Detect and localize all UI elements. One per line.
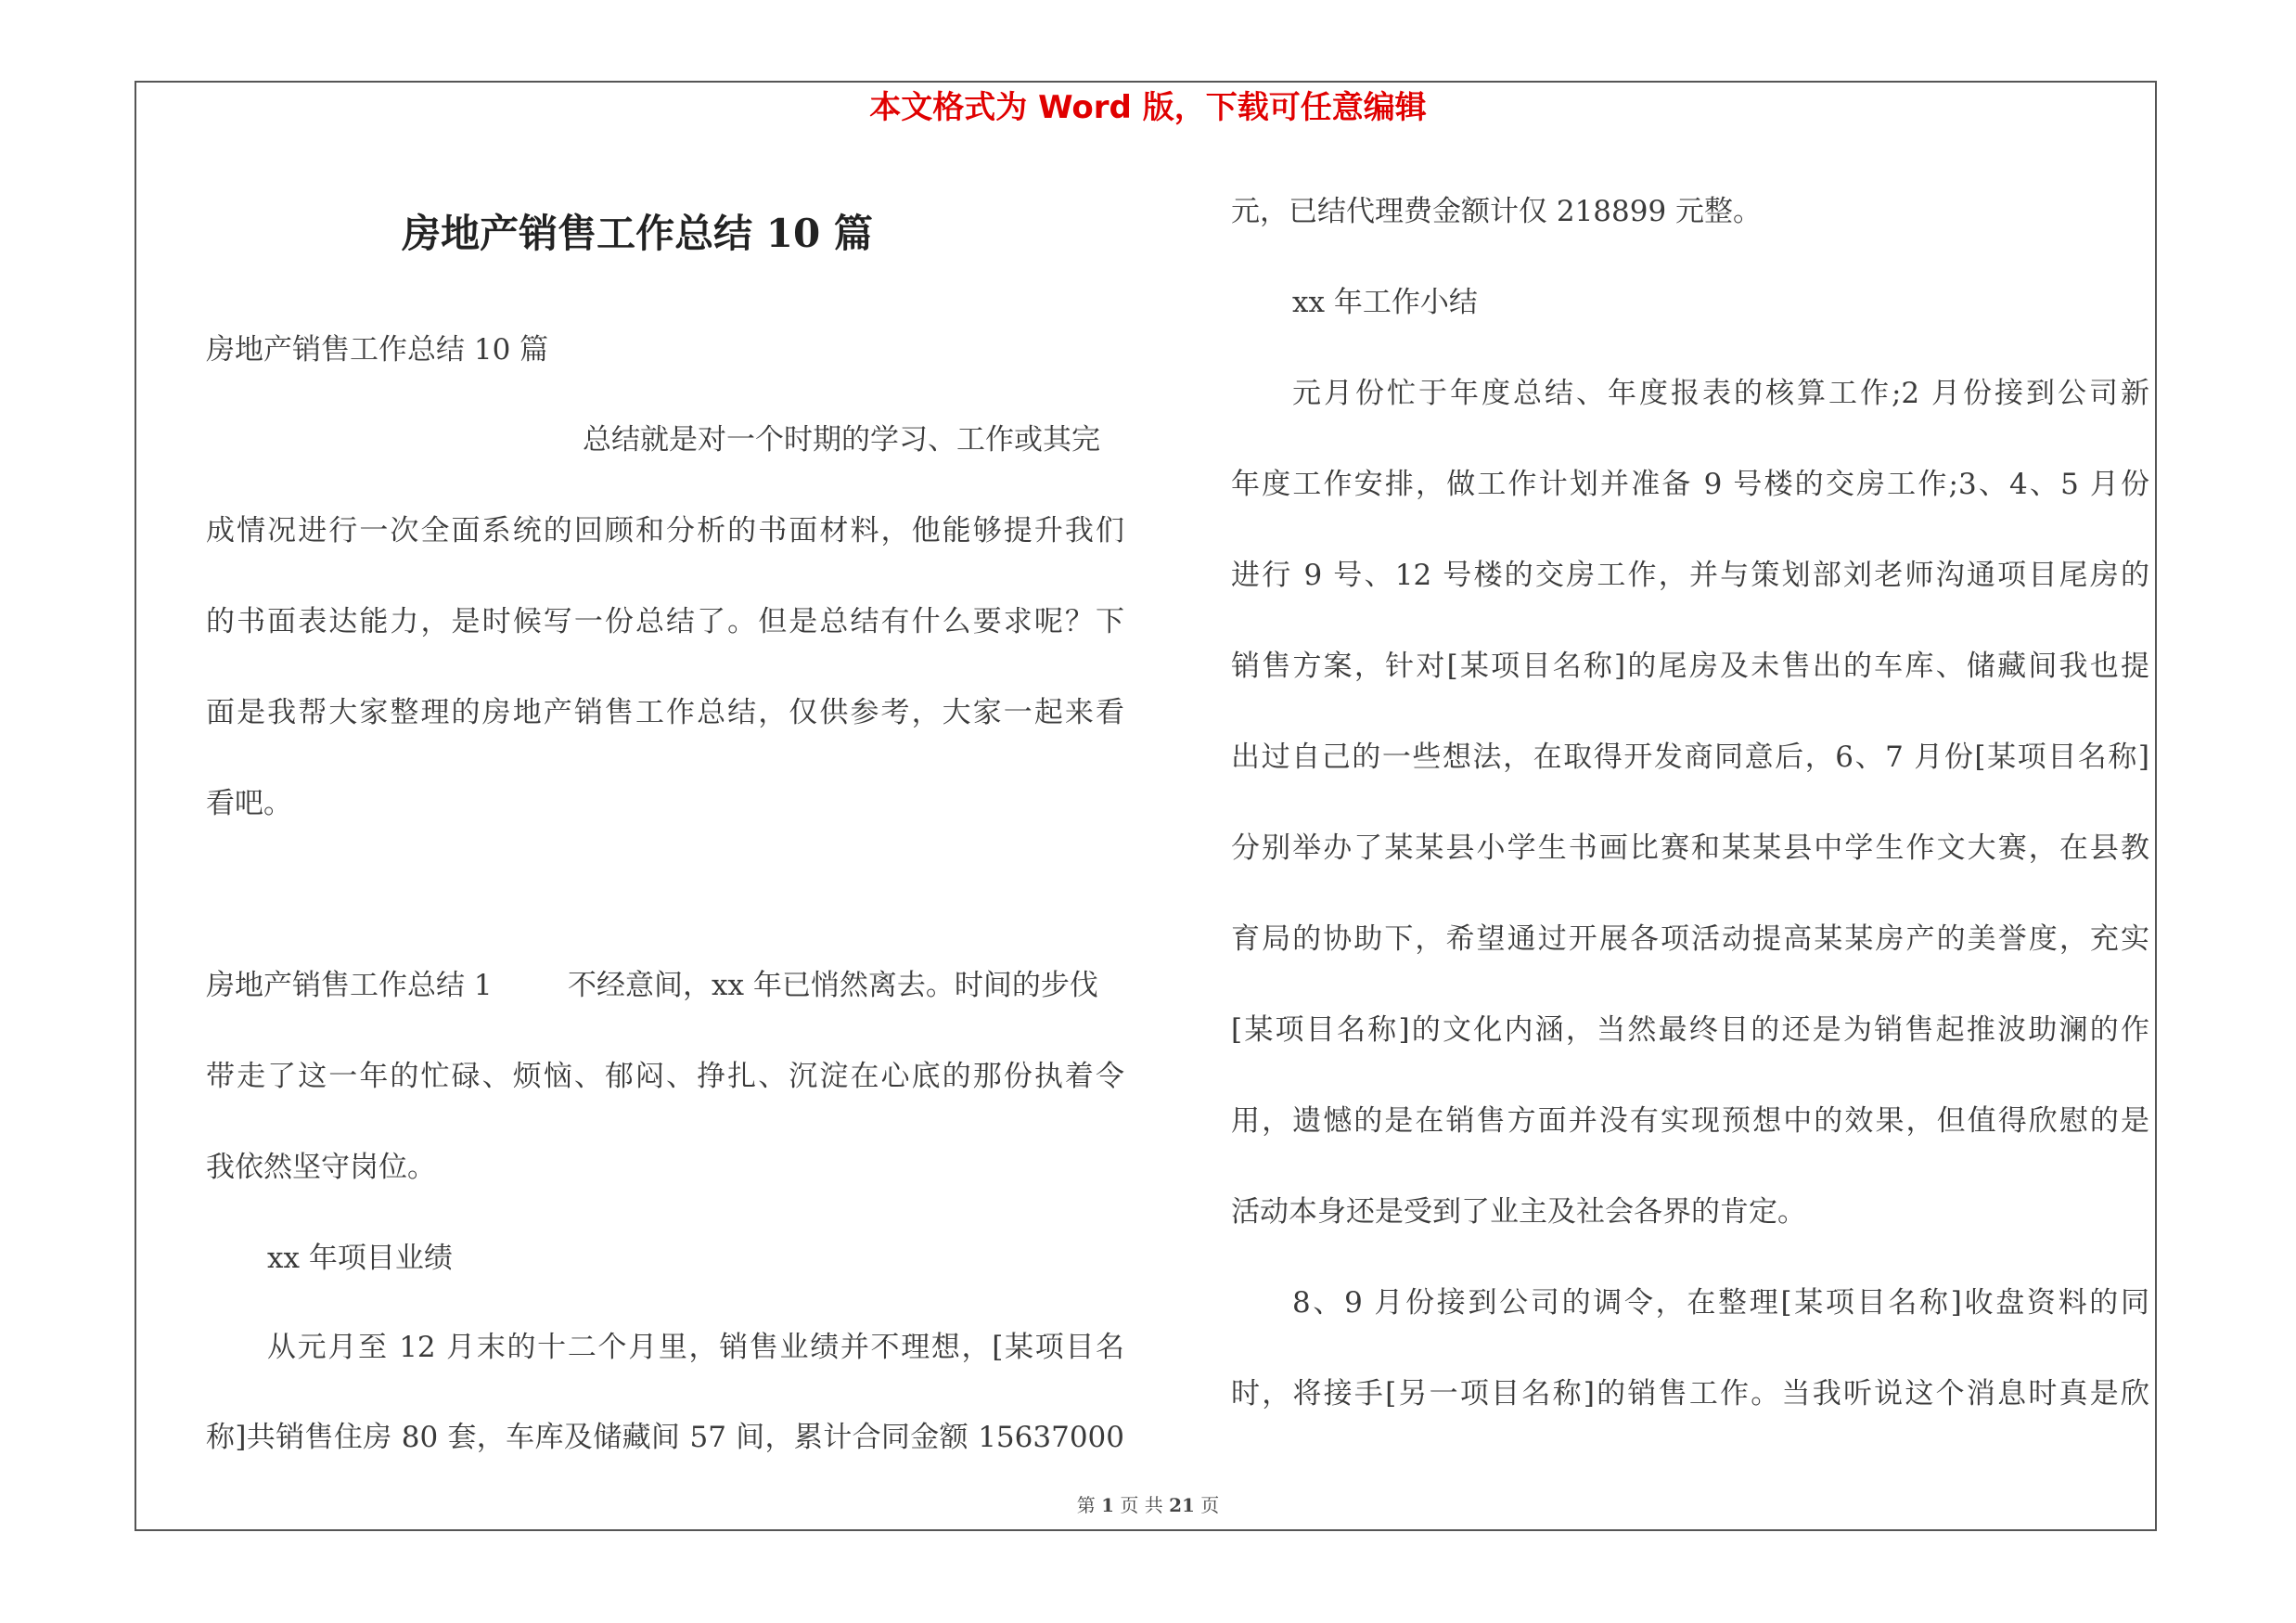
subheading: xx 年项目业绩 [267, 1242, 453, 1275]
body-line: 不经意间，xx 年已悄然离去。时间的步伐 [568, 969, 1098, 1002]
body-line: 总结就是对一个时期的学习、工作或其完 [583, 423, 1100, 457]
subheading: xx 年工作小结 [1292, 286, 1478, 319]
body-line: 育局的协助下，希望通过开展各项活动提高某某房产的美誉度，充实 [1231, 922, 2149, 956]
body-line: 成情况进行一次全面系统的回顾和分析的书面材料，他能够提升我们 [206, 514, 1124, 547]
body-line: 出过自己的一些想法，在取得开发商同意后，6、7 月份[某项目名称] [1231, 741, 2149, 774]
footer-mid: 页 共 [1120, 1494, 1163, 1516]
body-line: 活动本身还是受到了业主及社会各界的肯定。 [1231, 1195, 1806, 1229]
body-line: 面是我帮大家整理的房地产销售工作总结，仅供参考，大家一起来看 [206, 696, 1124, 729]
footer-suffix: 页 [1200, 1494, 1220, 1516]
section-heading: 房地产销售工作总结 1 [206, 969, 493, 1002]
body-line: 8、9 月份接到公司的调令，在整理[某项目名称]收盘资料的同 [1292, 1286, 2149, 1320]
body-line: 元月份忙于年度总结、年度报表的核算工作;2 月份接到公司新 [1292, 377, 2149, 410]
body-line: 销售方案，针对[某项目名称]的尾房及未售出的车库、储藏间我也提 [1231, 650, 2149, 683]
body-line: 带走了这一年的忙碌、烦恼、郁闷、挣扎、沉淀在心底的那份执着令 [206, 1060, 1124, 1093]
body-line: 年度工作安排，做工作计划并准备 9 号楼的交房工作;3、4、5 月份 [1231, 468, 2149, 501]
current-page-number: 1 [1101, 1494, 1114, 1516]
body-line: 从元月至 12 月末的十二个月里，销售业绩并不理想，[某项目名 [267, 1331, 1124, 1364]
page-footer [0, 1490, 2296, 1517]
body-line: [某项目名称]的文化内涵，当然最终目的还是为销售起推波助澜的作 [1231, 1013, 2149, 1047]
footer-prefix: 第 [1076, 1494, 1096, 1516]
total-page-count: 21 [1169, 1494, 1195, 1516]
body-line: 用，遗憾的是在销售方面并没有实现预想中的效果，但值得欣慰的是 [1231, 1104, 2149, 1138]
body-line: 我依然坚守岗位。 [206, 1151, 436, 1184]
subtitle-line: 房地产销售工作总结 10 篇 [206, 333, 549, 367]
body-line: 时，将接手[另一项目名称]的销售工作。当我听说这个消息时真是欣 [1231, 1377, 2149, 1410]
format-banner: 本文格式为 Word 版，下载可任意编辑 [869, 89, 1427, 126]
body-line: 进行 9 号、12 号楼的交房工作，并与策划部刘老师沟通项目尾房的 [1231, 559, 2149, 592]
body-line: 看吧。 [206, 787, 292, 820]
body-line: 的书面表达能力，是时候写一份总结了。但是总结有什么要求呢？下 [206, 605, 1124, 638]
body-line: 称]共销售住房 80 套，车库及储藏间 57 间，累计合同金额 15637000 [206, 1421, 1124, 1454]
body-line: 元，已结代理费金额计仅 218899 元整。 [1231, 195, 1763, 228]
body-line: 分别举办了某某县小学生书画比赛和某某县中学生作文大赛，在县教 [1231, 831, 2149, 865]
document-title: 房地产销售工作总结 10 篇 [402, 211, 873, 256]
